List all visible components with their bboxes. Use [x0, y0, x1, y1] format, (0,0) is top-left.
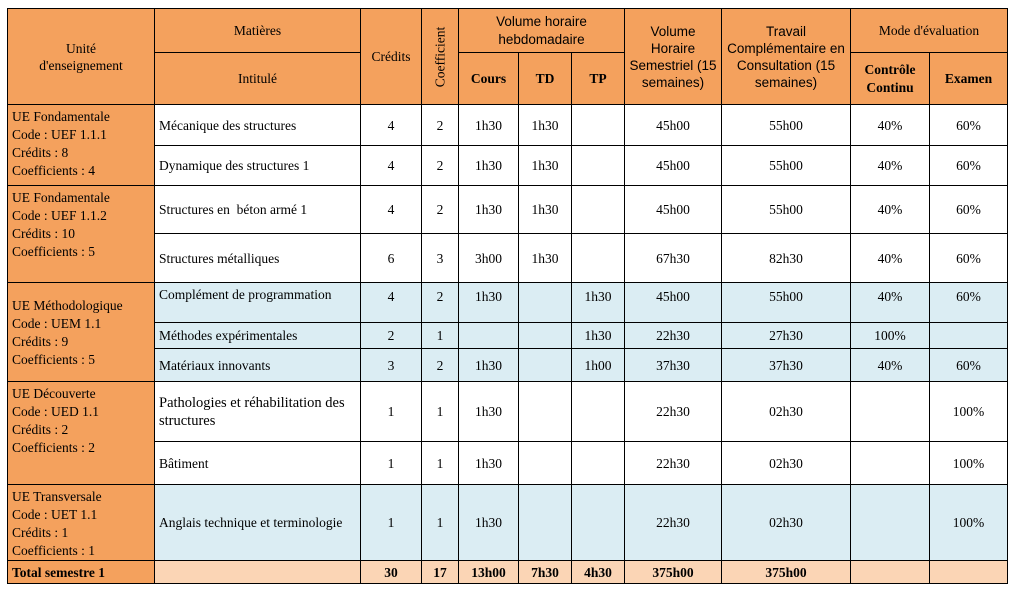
subject-cours [459, 323, 519, 349]
ue-label-uem11: UE Méthodologique Code : UEM 1.1 Crédits : 9 Coefficients : 5 [8, 283, 155, 382]
header-credits: Crédits [361, 9, 422, 105]
subject-td [519, 382, 572, 442]
subject-vhs: 45h00 [625, 146, 722, 186]
subject-cc: 100% [851, 323, 930, 349]
subject-travail: 55h00 [722, 105, 851, 146]
subject-coef: 2 [422, 146, 459, 186]
subject-exam: 60% [930, 186, 1008, 234]
subject-credits: 3 [361, 349, 422, 382]
header-tp: TP [572, 53, 625, 105]
header-coefficient [422, 9, 459, 105]
subject-cours: 1h30 [459, 283, 519, 323]
header-volume-semestriel: Volume Horaire Semestriel (15 semaines) [625, 9, 722, 105]
subject-tp: 1h30 [572, 283, 625, 323]
subject-vhs: 45h00 [625, 186, 722, 234]
subject-name: Anglais technique et terminologie [155, 485, 361, 561]
subject-exam: 60% [930, 105, 1008, 146]
subject-tp [572, 442, 625, 485]
total-coef: 17 [422, 561, 459, 584]
table-row [8, 234, 1008, 283]
subject-travail: 55h00 [722, 186, 851, 234]
curriculum-table-container [7, 8, 1008, 584]
total-travail: 375h00 [722, 561, 851, 584]
header-td: TD [519, 53, 572, 105]
subject-coef: 2 [422, 283, 459, 323]
subject-coef: 2 [422, 349, 459, 382]
subject-exam: 100% [930, 382, 1008, 442]
header-intitule: Intitulé [155, 53, 361, 105]
subject-vhs: 22h30 [625, 323, 722, 349]
subject-cours: 1h30 [459, 382, 519, 442]
subject-cours: 1h30 [459, 105, 519, 146]
table-row [8, 485, 1008, 561]
subject-cc: 40% [851, 283, 930, 323]
ue-label-ued11: UE Découverte Code : UED 1.1 Crédits : 2 Coefficients : 2 [8, 382, 155, 485]
total-cours: 13h00 [459, 561, 519, 584]
subject-vhs: 22h30 [625, 442, 722, 485]
total-exam-empty [930, 561, 1008, 584]
subject-name: Structures métalliques [155, 234, 361, 283]
subject-coef: 2 [422, 105, 459, 146]
subject-credits: 1 [361, 485, 422, 561]
subject-credits: 2 [361, 323, 422, 349]
subject-exam: 100% [930, 485, 1008, 561]
subject-coef: 1 [422, 323, 459, 349]
subject-td [519, 485, 572, 561]
subject-cours: 1h30 [459, 349, 519, 382]
subject-cc [851, 382, 930, 442]
subject-tp [572, 234, 625, 283]
total-td: 7h30 [519, 561, 572, 584]
subject-exam: 60% [930, 349, 1008, 382]
total-empty [155, 561, 361, 584]
header-travail-complementaire: Travail Complémentaire en Consultation (15 semaines) [722, 9, 851, 105]
subject-cc: 40% [851, 105, 930, 146]
subject-travail: 02h30 [722, 442, 851, 485]
total-credits: 30 [361, 561, 422, 584]
table-row [8, 186, 1008, 234]
subject-name: Matériaux innovants [155, 349, 361, 382]
curriculum-table [7, 8, 1008, 584]
subject-credits: 1 [361, 442, 422, 485]
table-row [8, 442, 1008, 485]
subject-td [519, 349, 572, 382]
subject-cours: 1h30 [459, 442, 519, 485]
header-controle-continu: Contrôle Continu [851, 53, 930, 105]
subject-td: 1h30 [519, 186, 572, 234]
subject-credits: 4 [361, 146, 422, 186]
subject-exam [930, 323, 1008, 349]
subject-cc [851, 442, 930, 485]
table-row [8, 382, 1008, 442]
subject-name: Pathologies et réhabilitation des structures [155, 382, 361, 442]
subject-coef: 1 [422, 382, 459, 442]
subject-credits: 1 [361, 382, 422, 442]
header-cours: Cours [459, 53, 519, 105]
subject-travail: 55h00 [722, 283, 851, 323]
subject-cours: 1h30 [459, 146, 519, 186]
subject-vhs: 37h30 [625, 349, 722, 382]
subject-travail: 55h00 [722, 146, 851, 186]
ue-label-uet11: UE Transversale Code : UET 1.1 Crédits : 1 Coefficients : 1 [8, 485, 155, 561]
header-unite: Unité d'enseignement [8, 9, 155, 105]
subject-tp: 1h00 [572, 349, 625, 382]
table-row [8, 105, 1008, 146]
subject-credits: 6 [361, 234, 422, 283]
subject-travail: 82h30 [722, 234, 851, 283]
subject-coef: 1 [422, 442, 459, 485]
subject-name: Structures en béton armé 1 [155, 186, 361, 234]
table-row [8, 146, 1008, 186]
subject-vhs: 45h00 [625, 105, 722, 146]
header-matieres: Matières [155, 9, 361, 53]
table-row [8, 349, 1008, 382]
subject-cc: 40% [851, 234, 930, 283]
subject-travail: 37h30 [722, 349, 851, 382]
total-label: Total semestre 1 [8, 561, 155, 584]
subject-cc: 40% [851, 186, 930, 234]
subject-td: 1h30 [519, 105, 572, 146]
subject-vhs: 22h30 [625, 382, 722, 442]
subject-cours: 1h30 [459, 186, 519, 234]
subject-vhs: 67h30 [625, 234, 722, 283]
subject-exam: 60% [930, 283, 1008, 323]
subject-td [519, 442, 572, 485]
subject-coef: 2 [422, 186, 459, 234]
total-cc-empty [851, 561, 930, 584]
subject-credits: 4 [361, 283, 422, 323]
subject-tp: 1h30 [572, 323, 625, 349]
total-row [8, 561, 1008, 584]
subject-td: 1h30 [519, 234, 572, 283]
subject-travail: 02h30 [722, 485, 851, 561]
subject-cours: 1h30 [459, 485, 519, 561]
subject-exam: 60% [930, 146, 1008, 186]
subject-name: Complément de programmation [155, 283, 361, 323]
ue-label-uef112: UE Fondamentale Code : UEF 1.1.2 Crédits : 10 Coefficients : 5 [8, 186, 155, 283]
subject-td [519, 283, 572, 323]
subject-coef: 1 [422, 485, 459, 561]
subject-name: Bâtiment [155, 442, 361, 485]
subject-coef: 3 [422, 234, 459, 283]
subject-td [519, 323, 572, 349]
subject-cc: 40% [851, 349, 930, 382]
table-row [8, 323, 1008, 349]
ue-label-uef111: UE Fondamentale Code : UEF 1.1.1 Crédits : 8 Coefficients : 4 [8, 105, 155, 186]
subject-tp [572, 146, 625, 186]
subject-vhs: 22h30 [625, 485, 722, 561]
subject-travail: 02h30 [722, 382, 851, 442]
subject-tp [572, 105, 625, 146]
subject-exam: 60% [930, 234, 1008, 283]
subject-name: Méthodes expérimentales [155, 323, 361, 349]
subject-tp [572, 485, 625, 561]
subject-name: Mécanique des structures [155, 105, 361, 146]
subject-tp [572, 382, 625, 442]
subject-cc [851, 485, 930, 561]
header-examen: Examen [930, 53, 1008, 105]
header-mode-evaluation: Mode d'évaluation [851, 9, 1008, 53]
subject-vhs: 45h00 [625, 283, 722, 323]
subject-credits: 4 [361, 105, 422, 146]
subject-td: 1h30 [519, 146, 572, 186]
subject-name: Dynamique des structures 1 [155, 146, 361, 186]
header-volume-hebdo: Volume horaire hebdomadaire [459, 9, 625, 53]
subject-credits: 4 [361, 186, 422, 234]
total-vhs: 375h00 [625, 561, 722, 584]
subject-travail: 27h30 [722, 323, 851, 349]
subject-cc: 40% [851, 146, 930, 186]
subject-cours: 3h00 [459, 234, 519, 283]
table-row [8, 283, 1008, 323]
subject-exam: 100% [930, 442, 1008, 485]
header-coefficient-text: Coefficient [432, 26, 448, 87]
total-tp: 4h30 [572, 561, 625, 584]
subject-tp [572, 186, 625, 234]
